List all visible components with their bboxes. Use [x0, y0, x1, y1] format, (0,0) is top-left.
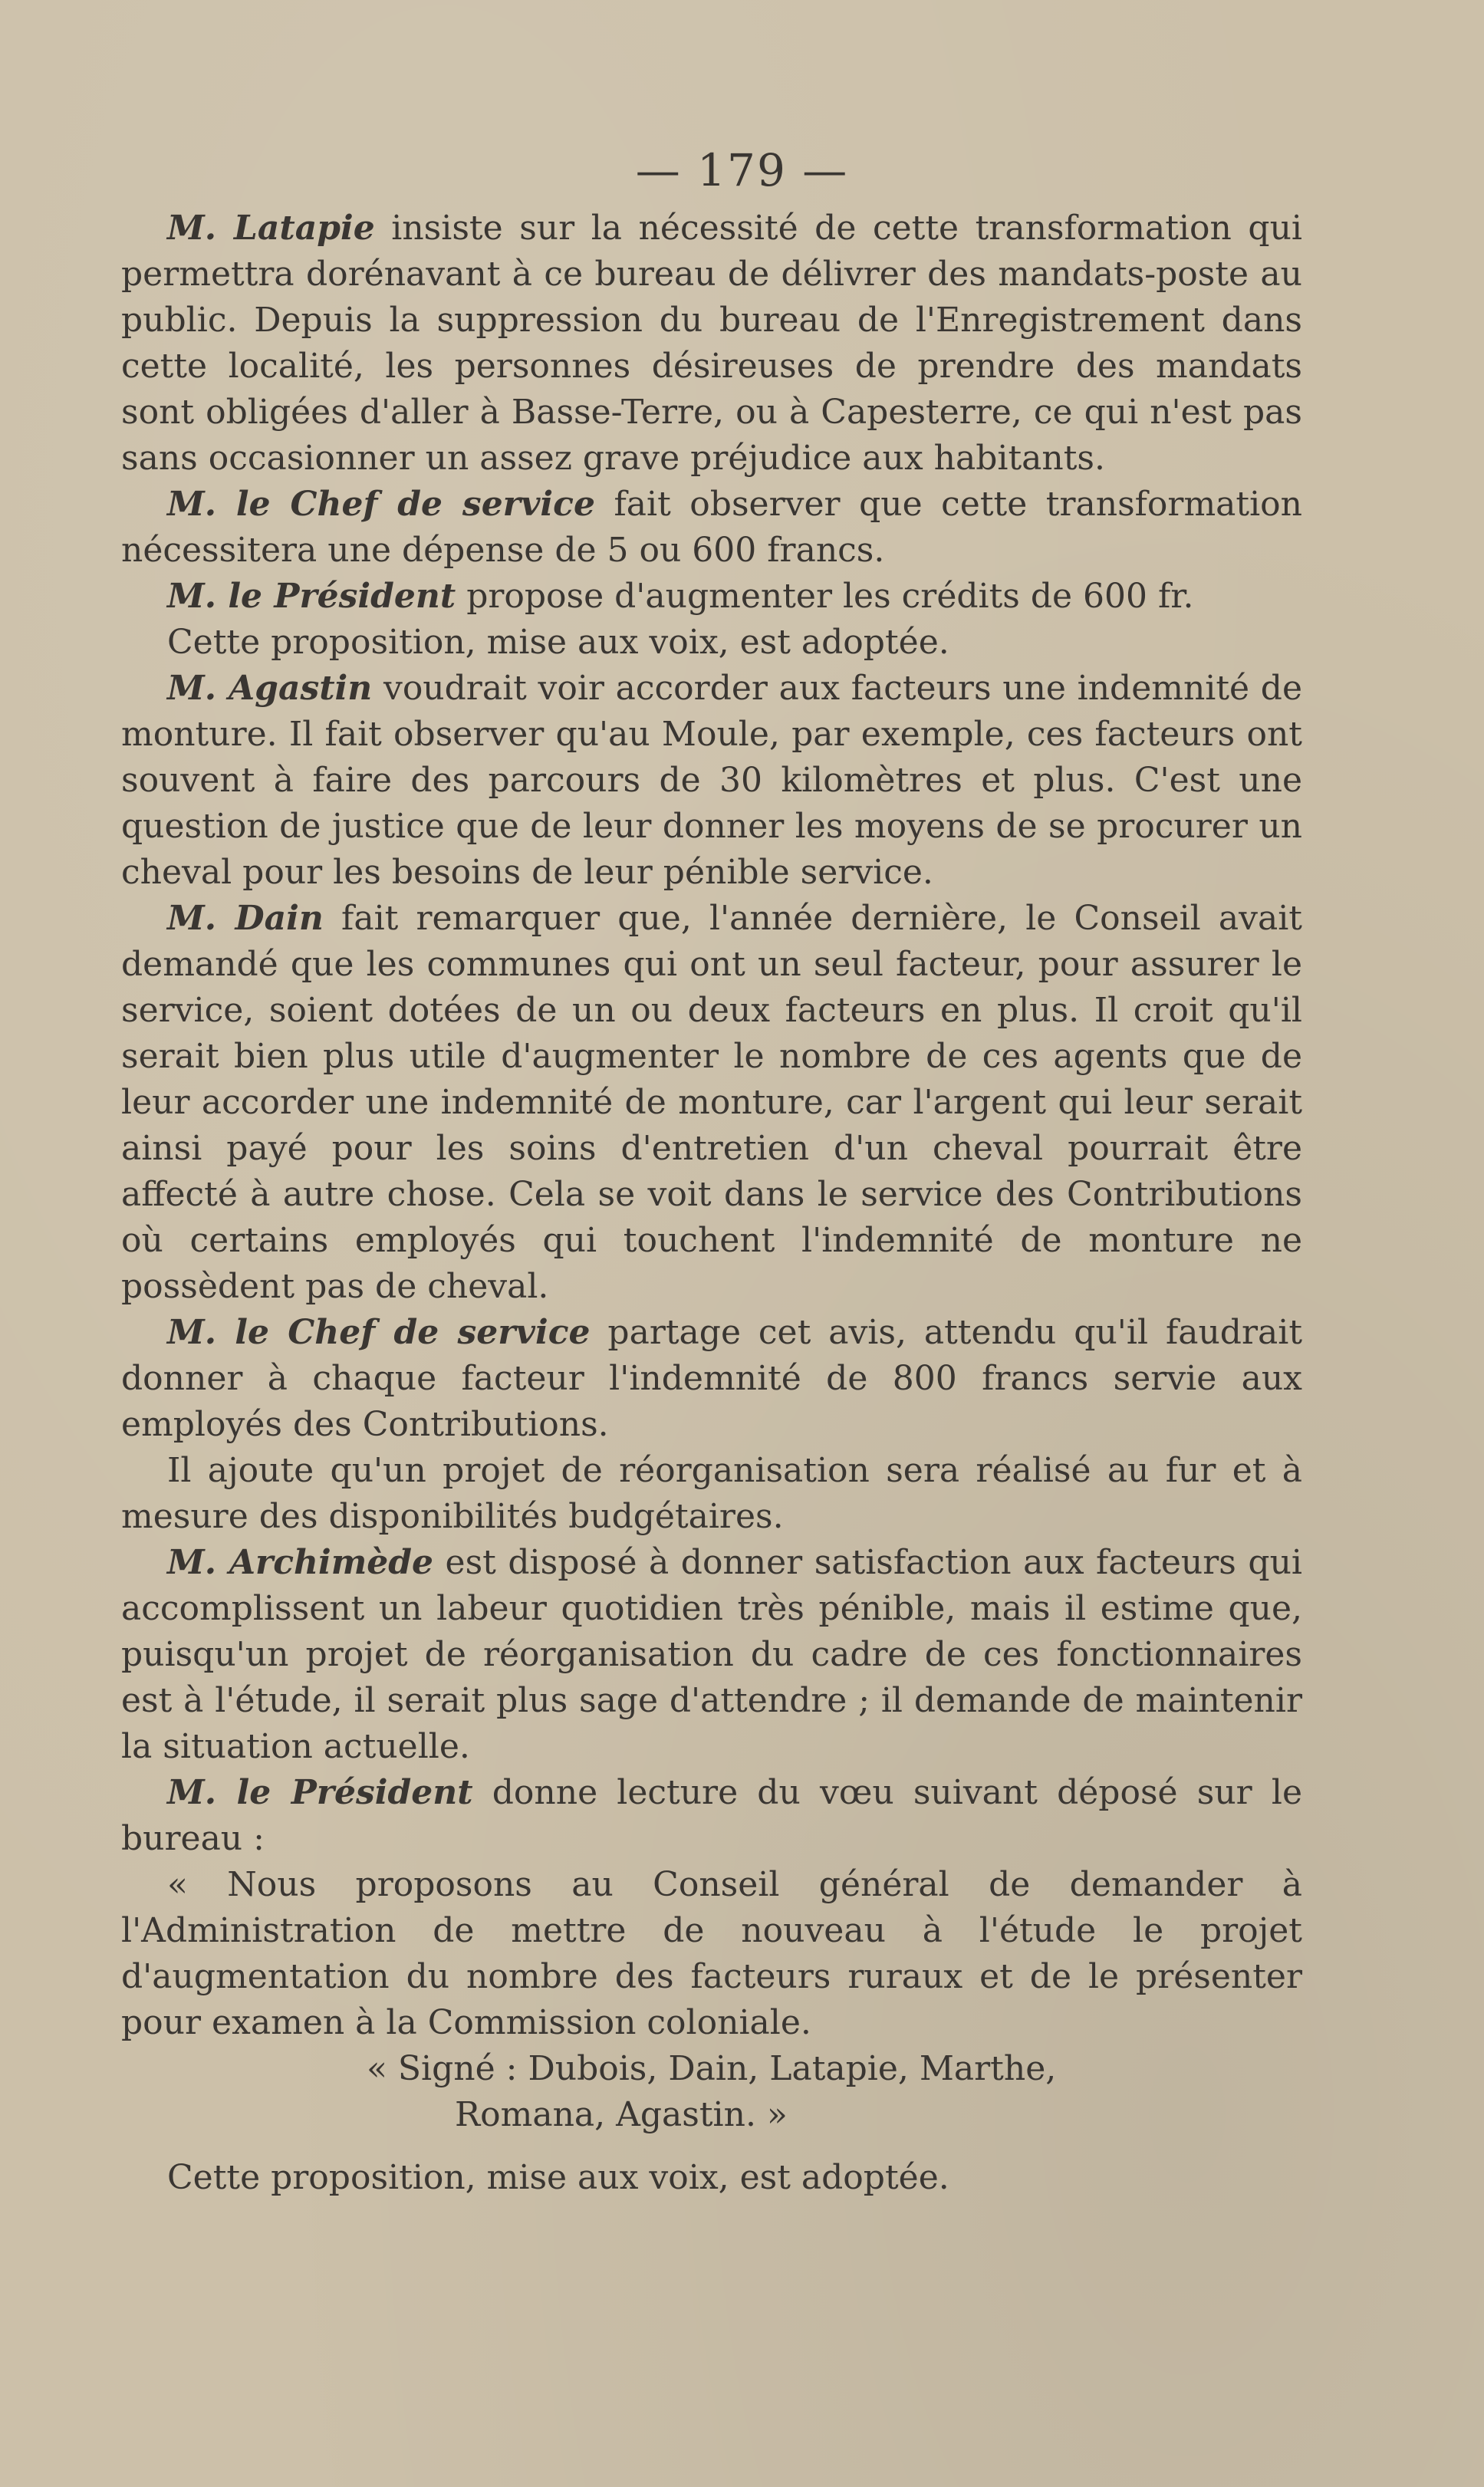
signature-line: « Signé : Dubois, Dain, Latapie, Marthe,: [367, 2049, 1057, 2088]
speaker-name: M. Dain: [167, 899, 324, 938]
paragraph-text: est disposé à donner satisfaction aux facteurs qui accomplissent un labeur quotidien très pénible, mais il estime que, puisqu'un projet de réorganisation du cadre de ces fonctionnaires est à l'étude, il serait plus sage d'attendre ; il demande de maintenir la situation actuelle.: [121, 1543, 1302, 1766]
closing-line: Cette proposition, mise aux voix, est adoptée.: [167, 2158, 949, 2197]
paragraph: [121, 482, 1302, 574]
paragraph: [121, 1310, 1302, 1448]
speaker-name: M. Agastin: [167, 669, 373, 708]
paragraph: [121, 1540, 1302, 1770]
paragraph: [121, 1862, 1302, 2046]
speaker-name: M. le Chef de service: [167, 485, 595, 524]
paragraph: [121, 620, 1302, 666]
paragraph: [121, 1448, 1302, 1540]
paragraph: [121, 206, 1302, 482]
paragraph-text: partage cet avis, attendu qu'il faudrait donner à chaque facteur l'indemnité de 800 francs servie aux employés des Contributions.: [121, 1313, 1302, 1444]
paragraph: [121, 666, 1302, 896]
body-text: [121, 206, 1302, 2201]
speaker-name: M. le Chef de service: [167, 1313, 591, 1352]
speaker-name: M. le Président: [167, 577, 456, 616]
speaker-name: M. Latapie: [167, 209, 375, 248]
paragraph-text: fait remarquer que, l'année dernière, le Conseil avait demandé que les communes qui ont un seul facteur, pour assurer le service, soient dotées de un ou deux facteurs en plus. Il croit qu'il serait bien plus utile d'augmenter le nombre de ces agents que de leur accorder une indemnité de monture, car l'argent qui leur serait ainsi payé pour les soins d'entretien d'un cheval pourrait être affecté à autre chose. Cela se voit dans le service des Contributions où certains employés qui touchent l'indemnité de monture ne possèdent pas de cheval.: [121, 899, 1302, 1306]
paragraph-text: propose d'augmenter les crédits de 600 fr.: [456, 577, 1194, 616]
page-number: — 179 —: [635, 144, 849, 196]
paragraph: [121, 896, 1302, 1310]
paragraph: [121, 1770, 1302, 1862]
paragraph-text: voudrait voir accorder aux facteurs une indemnité de monture. Il fait observer qu'au Moule, par exemple, ces facteurs ont souvent à faire des parcours de 30 kilomètres et plus. C'est une question de justice que de leur donner les moyens de se procurer un cheval pour les besoins de leur pénible service.: [121, 669, 1302, 892]
paragraph-text: « Nous proposons au Conseil général de demander à l'Administration de mettre de nouveau à l'étude le projet d'augmentation du nombre des facteurs ruraux et de le présenter pour examen à la Commission coloniale.: [121, 1865, 1302, 2042]
paragraph-text: Il ajoute qu'un projet de réorganisation sera réalisé au fur et à mesure des disponibilités budgétaires.: [121, 1451, 1302, 1536]
paragraph: [121, 574, 1302, 620]
paragraph-text: insiste sur la nécessité de cette transformation qui permettra dorénavant à ce bureau de délivrer des mandats-poste au public. Depuis la suppression du bureau de l'Enregistrement dans cette localité, les personnes désireuses de prendre des mandats sont obligées d'aller à Basse-Terre, ou à Capesterre, ce qui n'est pas sans occasionner un assez grave préjudice aux habitants.: [121, 209, 1302, 478]
paragraph-text: Cette proposition, mise aux voix, est adoptée.: [167, 623, 949, 662]
paragraph-text: donne lecture du vœu suivant déposé sur le bureau :: [121, 1773, 1302, 1858]
speaker-name: M. Archimède: [167, 1543, 434, 1582]
signature-line: Romana, Agastin. »: [455, 2095, 788, 2134]
paragraph-text: fait observer que cette transformation nécessitera une dépense de 5 ou 600 francs.: [121, 485, 1302, 570]
speaker-name: M. le Président: [167, 1773, 473, 1812]
